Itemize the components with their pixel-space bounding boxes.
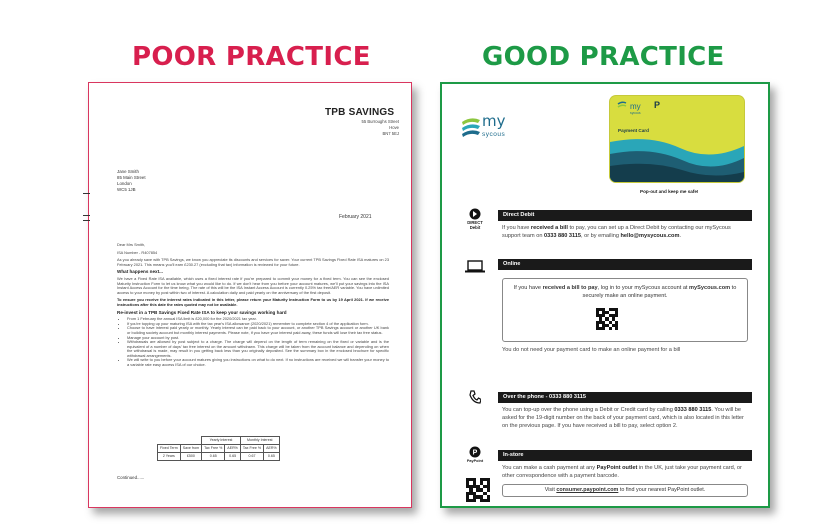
paypoint-link[interactable]: consumer.paypoint.com: [556, 487, 619, 493]
phone-text: You can top-up over the phone using a Debit or Credit card by calling 0333 880 3115. You will be asked for the 19-digit number on the back of your payment card, which is also located in this letter on the previous page. If you have received a bill to pay, select option 2.: [502, 407, 744, 429]
svg-text:P: P: [472, 449, 478, 457]
fold-mark: [83, 193, 90, 194]
fold-mark: [83, 220, 90, 221]
list-item: • From 1 February the annual ISA limit is £20,000 for the 2020/2021 tax year.: [127, 317, 389, 322]
good-practice-heading: GOOD PRACTICE: [482, 42, 725, 72]
paypoint-icon: P PayPoint: [462, 446, 488, 464]
paragraph: As you already save with TPB Savings, we know you appreciate its discounts and services for saver. Your current TPB Savings Fixed Rate ISA matures on 23 February 2021. This means you'll earn £230.27 (excluding that tax) information is reviewed for your future.: [117, 257, 389, 267]
mysycous-link[interactable]: mySycous.com: [689, 285, 731, 291]
paragraph: To ensure you receive the interest rates indicated in this letter, please return your Maturity Instruction Form to us by 19 April 2021. If we receive instructions after this date the rates quoted may not be available.: [117, 297, 389, 307]
qr-code-icon: [596, 308, 618, 330]
list-item: • We will write to you before your account matures giving you instructions on what to do next. If no instructions are received we will transfer your money to a variable rate easy access ISA of our choice.: [127, 358, 389, 367]
phone-header: Over the phone - 0333 880 3115: [498, 392, 752, 403]
sender-address: 55 Burroughs Street Hove BN7 5EJ: [361, 119, 399, 136]
email-link[interactable]: hello@mysycous.com: [620, 233, 680, 239]
table-row: 2 Years £500 0.65 0.65 0.67 0.65: [158, 453, 280, 461]
bank-brand: TPB SAVINGS: [325, 107, 395, 118]
list-item: • Choose to have interest paid yearly or monthly. Yearly interest can be paid back to your account, or another TPB Savings account or another UK bank or building society account but monthly interest payments. Please note, if you have your interest paid away, these funds will lose their tax free status.: [127, 326, 389, 335]
list-item: • Withdrawals are allowed by post subject to a charge. The charge will depend on the length of term remaining on the fixed or variable and is the equivalent of a number of days' tax free interest on the amount withdrawn. This charge will be taken from the account balance and depending on when the withdrawal is made, may result in you getting back less than you originally deposited. See the summary box in the enclosed brochure for specific withdrawal arrangements.: [127, 340, 389, 358]
good-practice-letter: [440, 82, 770, 508]
instore-qr-code-icon: [466, 478, 490, 502]
reference: ISA Number - R407854: [117, 249, 158, 255]
online-header: Online: [498, 259, 752, 270]
mysycous-logo: my sycous: [460, 112, 530, 142]
phone-icon: [462, 390, 488, 405]
section-heading: Re-invest in a TPB Savings Fixed Rate ISA to keep your savings working hard: [117, 309, 287, 315]
bullet-list: [117, 317, 389, 368]
letter-date: February 2021: [339, 214, 372, 220]
card-title: Payment Card: [618, 128, 649, 133]
payment-card: my sycous P Payment Card: [610, 96, 744, 182]
salutation: Dear Mrs Smith,: [117, 242, 146, 247]
recipient-address: Jane Smith 85 Main Street London WC5 1JB: [117, 169, 146, 192]
continued-note: Continued......: [117, 475, 145, 480]
list-item: • Manage your account by post.: [127, 336, 389, 341]
table-row: Fixed Term Save from Tax Free % AER% Tax Free % AER%: [158, 445, 280, 453]
mysycous-swirl-icon: [460, 114, 482, 140]
popout-note: Pop-out and keep me safe!: [640, 189, 699, 194]
direct-debit-icon: DIRECT Debit: [462, 208, 488, 230]
instore-header: In-store: [498, 450, 752, 461]
list-item: • If you're topping up your maturing ISA with the tax year's ISA allowance (2020/2021) remember to complete section 4 of the application form.: [127, 322, 389, 327]
paypoint-box: Visit consumer.paypoint.com to find your nearest PayPoint outlet.: [502, 484, 748, 497]
fold-mark: [83, 215, 90, 216]
instore-text: You can make a cash payment at any PayPoint outlet in the UK, just take your payment card, or other correspondence with a payment barcode.: [502, 465, 742, 479]
paypoint-logo-icon: P: [654, 100, 661, 110]
section-heading: What happens next...: [117, 269, 163, 275]
online-note: You do not need your payment card to make an online payment for a bill: [502, 347, 681, 353]
paragraph: We have a Fixed Rate ISA available, which uses a fixed interest rate if you're prepared to commit your money for a fixed term. You can see the enclosed Maturity Instruction Form to let us know what you would like to do. If we don't hear from you before your account matures, we'll put your savings into the ISA Instant Access Account for the time being. The rate of this will be the ISA Instant Access Account is currently 0.25% tax free/AER variable. You have unlimited access to your money by post within two of interest. A calculation daily and paid yearly on the anniversary of the first deposit.: [117, 275, 389, 295]
direct-debit-header: Direct Debit: [498, 210, 752, 221]
direct-debit-text: If you have received a bill to pay, you can set up a Direct Debit by contacting our mySycous support team on 0333 880 3115, or by emailing hello@mysycous.com.: [502, 225, 731, 239]
poor-practice-letter: [88, 82, 412, 508]
rates-table: Yearly Interest Monthly Interest Fixed Term Save from Tax Free % AER% Tax Free % AER% 2 Years £500 0.65 0.65 0.67 0.65: [157, 436, 280, 461]
letter-body: [117, 243, 389, 368]
laptop-icon: [462, 260, 488, 274]
poor-practice-heading: POOR PRACTICE: [132, 42, 371, 72]
online-box: If you have received a bill to pay, log in to your mySycous account at mySycous.com to securely make an online payment.: [502, 278, 748, 342]
